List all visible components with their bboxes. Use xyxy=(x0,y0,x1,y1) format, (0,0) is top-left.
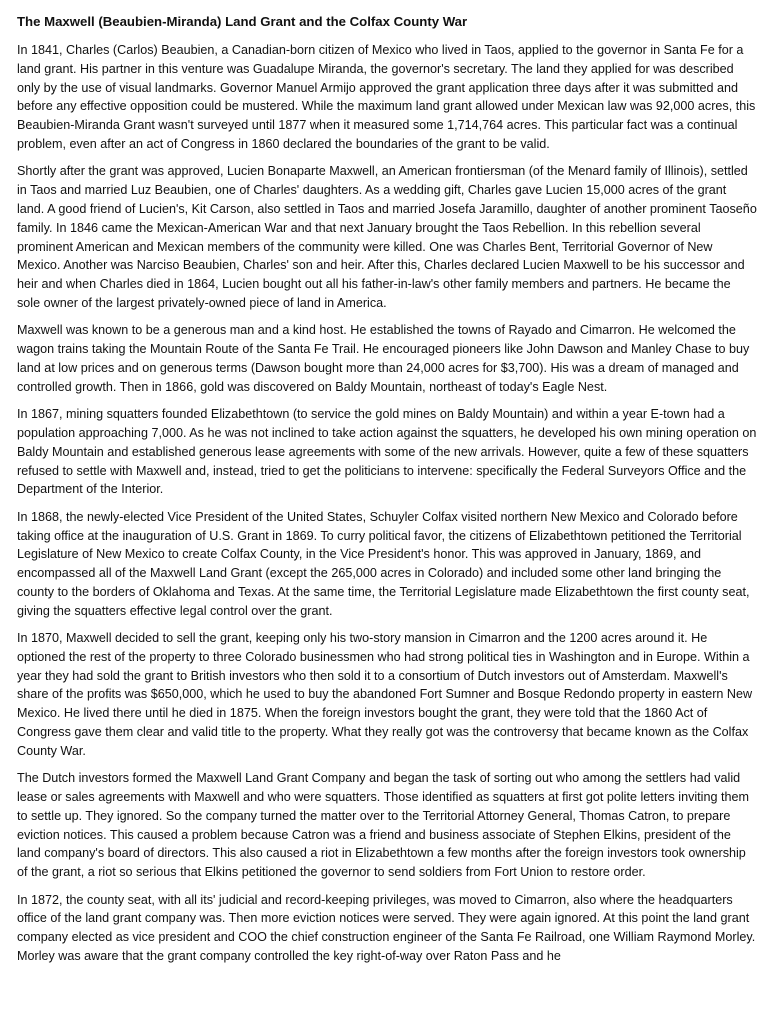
document-title: The Maxwell (Beaubien-Miranda) Land Grant and the Colfax County War xyxy=(17,14,468,29)
document-page xyxy=(17,12,757,974)
paragraph: In 1867, mining squatters founded Elizabethtown (to service the gold mines on Baldy Mountain) and within a year E-town had a population approaching 7,000. As he was not inclined to take action against the squatters, he developed his own mining operation on Baldy Mountain and established generous lease agreements with some of the new arrivals. However, quite a few of these squatters refused to settle with Maxwell and, instead, tried to get the politicians to intervene: specifically the Federal Surveyors Office and the Department of the Interior. xyxy=(17,407,757,497)
paragraph: In 1868, the newly-elected Vice President of the United States, Schuyler Colfax visited northern New Mexico and Colorado before taking office at the inauguration of U.S. Grant in 1869. To curry political favor, the citizens of Elizabethtown petitioned the Territorial Legislature of New Mexico to create Colfax County, in the Vice President's honor. This was approved in January, 1869, and encompassed all of the Maxwell Land Grant (except the 265,000 acres in Colorado) and included some other land bringing the county to the borders of Oklahoma and Texas. At the same time, the Territorial Legislature made Elizabethtown the first county seat, giving the squatters effective legal control over the grant. xyxy=(17,509,750,618)
paragraph: Maxwell was known to be a generous man and a kind host. He established the towns of Rayado and Cimarron. He welcomed the wagon trains taking the Mountain Route of the Santa Fe Trail. He encouraged pioneers like John Dawson and Manley Chase to buy land at low prices and on generous terms (Dawson bought more than 24,000 acres for $3,700). His was a dream of managed and controlled growth. Then in 1866, gold was discovered on Baldy Mountain, northeast of today's Eagle Nest. xyxy=(17,323,750,394)
paragraph: In 1872, the county seat, with all its' judicial and record-keeping privileges, was moved to Cimarron, also where the headquarters office of the land grant company was. Then more eviction notices were served. They were again ignored. At this point the land grant company elected as vice president and COO the chief construction engineer of the Santa Fe Railroad, one William Raymond Morley. Morley was aware that the grant company controlled the key right-of-way over Raton Pass and he xyxy=(17,892,756,964)
paragraph: Shortly after the grant was approved, Lucien Bonaparte Maxwell, an American frontiersman (of the Menard family of Illinois), settled in Taos and married Luz Beaubien, one of Charles' daughters. As a wedding gift, Charles gave Lucien 15,000 acres of the grant land. A good friend of Lucien's, Kit Carson, also settled in Taos and married Josefa Jaramillo, daughter of another prominent Taoseño family. In 1846 came the Mexican-American War and that next January brought the Taos Rebellion. In this rebellion several prominent American and Mexican members of the community were killed. One was Charles Bent, Territorial Governor of New Mexico. Another was Narciso Beaubien, Charles' son and heir. After this, Charles declared Lucien Maxwell to be his successor and heir and when Charles died in 1864, Lucien bought out all his father-in-law's other family members and partners. He became the sole owner of the largest privately-owned piece of land in America. xyxy=(17,164,757,310)
paragraph: In 1841, Charles (Carlos) Beaubien, a Canadian-born citizen of Mexico who lived in Taos, applied to the governor in Santa Fe for a land grant. His partner in this venture was Guadalupe Miranda, the governor's secretary. The land they applied for was described only by the use of visual landmarks. Governor Manuel Armijo approved the grant application three days after it was submitted and before any effective opposition could be mustered. While the maximum land grant allowed under Mexican law was 92,000 acres, this Beaubien-Miranda Grant wasn't surveyed until 1877 when it measured some 1,714,764 acres. This particular fact was a continual problem, even after an act of Congress in 1860 declared the boundaries of the grant to be valid. xyxy=(17,43,756,151)
paragraph: The Dutch investors formed the Maxwell Land Grant Company and began the task of sorting out who among the settlers had valid lease or sales agreements with Maxwell and who were squatters. Those identified as squatters at first got polite letters inviting them to settle up. They ignored. So the company turned the matter over to the Territorial Attorney General, Thomas Catron, to prepare eviction notices. This caused a problem because Catron was a friend and business associate of Stephen Elkins, president of the land company's board of directors. This also caused a riot in Elizabethtown a few months after the foreign investors took ownership of the grant, a riot so serious that Elkins petitioned the governor to send soldiers from Fort Union to restore order. xyxy=(17,771,749,880)
paragraph: In 1870, Maxwell decided to sell the grant, keeping only his two-story mansion in Cimarron and the 1200 acres around it. He optioned the rest of the property to three Colorado businessmen who had strong political ties in Washington and in Europe. Within a year they had sold the grant to British investors who then sold it to a consortium of Dutch investors out of Amsterdam. Maxwell's share of the profits was $650,000, which he used to buy the abandoned Fort Sumner and Bosque Redondo property in eastern New Mexico. He lived there until he died in 1875. When the foreign investors bought the grant, they were told that the 1860 Act of Congress gave them clear and valid title to the property. What they really got was the controversy that became known as the Colfax County War. xyxy=(17,631,753,758)
